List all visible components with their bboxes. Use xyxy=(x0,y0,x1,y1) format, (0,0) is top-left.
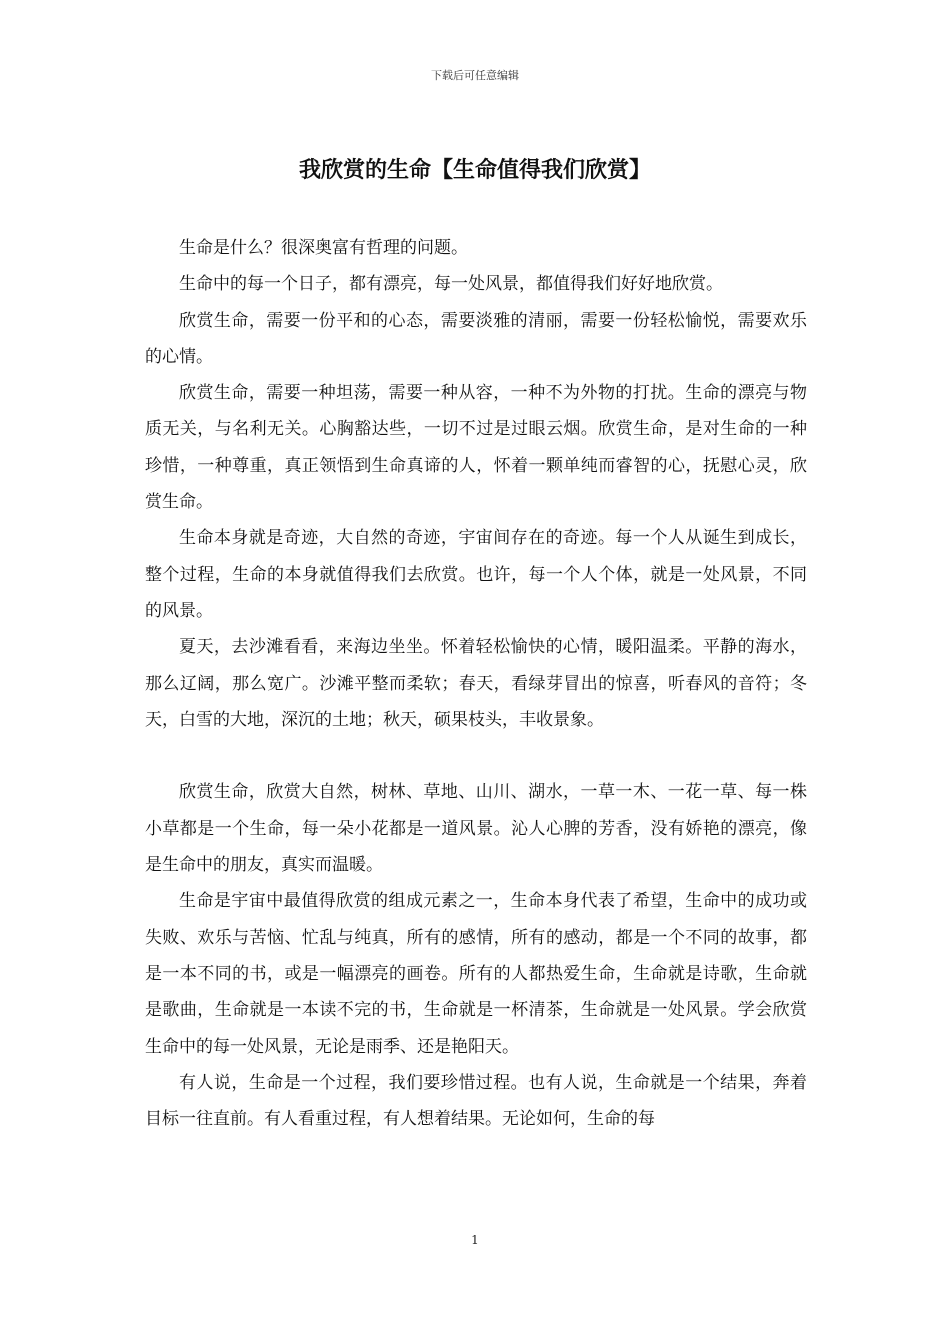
paragraph: 有人说，生命是一个过程，我们要珍惜过程。也有人说，生命就是一个结果，奔着目标一往直前。有人看重过程，有人想着结果。无论如何，生命的每 xyxy=(145,1072,807,1130)
page-number: 1 xyxy=(471,1233,479,1247)
paragraph: 夏天，去沙滩看看，来海边坐坐。怀着轻松愉快的心情，暖阳温柔。平静的海水，那么辽阔，那么宽广。沙滩平整而柔软；春天，看绿芽冒出的惊喜，听春风的音符；冬天，白雪的大地，深沉的土地；秋天，硕果枝头，丰收景象。 xyxy=(145,637,807,730)
page-header-note: 下载后可任意编辑 xyxy=(431,69,519,82)
blank-line xyxy=(145,738,807,774)
paragraph: 生命是什么？很深奥富有哲理的问题。 xyxy=(179,238,468,258)
paragraph: 欣赏生命，需要一份平和的心态，需要淡雅的清丽，需要一份轻松愉悦，需要欢乐的心情。 xyxy=(145,310,807,367)
paragraph: 生命中的每一个日子，都有漂亮，每一处风景，都值得我们好好地欣赏。 xyxy=(179,274,723,295)
paragraph: 欣赏生命，需要一种坦荡，需要一种从容，一种不为外物的打扰。生命的漂亮与物质无关，与名利无关。心胸豁达些，一切不过是过眼云烟。欣赏生命，是对生命的一种珍惜，一种尊重，真正领悟到生命真谛的人，怀着一颗单纯而睿智的心，抚慰心灵，欣赏生命。 xyxy=(145,383,807,513)
document-body xyxy=(145,230,807,1137)
document-title: 我欣赏的生命【生命值得我们欣赏】 xyxy=(298,157,651,183)
paragraph: 欣赏生命，欣赏大自然，树林、草地、山川、湖水，一草一木、一花一草、每一株小草都是一个生命，每一朵小花都是一道风景。沁人心脾的芳香，没有娇艳的漂亮，像是生命中的朋友，真实而温暖。 xyxy=(145,782,807,876)
paragraph: 生命是宇宙中最值得欣赏的组成元素之一，生命本身代表了希望，生命中的成功或失败、欢乐与苦恼、忙乱与纯真，所有的感情，所有的感动，都是一个不同的故事，都是一本不同的书，或是一幅漂亮的画卷。所有的人都热爱生命，生命就是诗歌，生命就是歌曲，生命就是一本读不完的书，生命就是一杯清茶，生命就是一处风景。学会欣赏生命中的每一处风景，无论是雨季、还是艳阳天。 xyxy=(145,891,807,1057)
paragraph: 生命本身就是奇迹，大自然的奇迹，宇宙间存在的奇迹。每一个人从诞生到成长，整个过程，生命的本身就值得我们去欣赏。也许，每一个人个体，就是一处风景，不同的风景。 xyxy=(145,528,807,621)
